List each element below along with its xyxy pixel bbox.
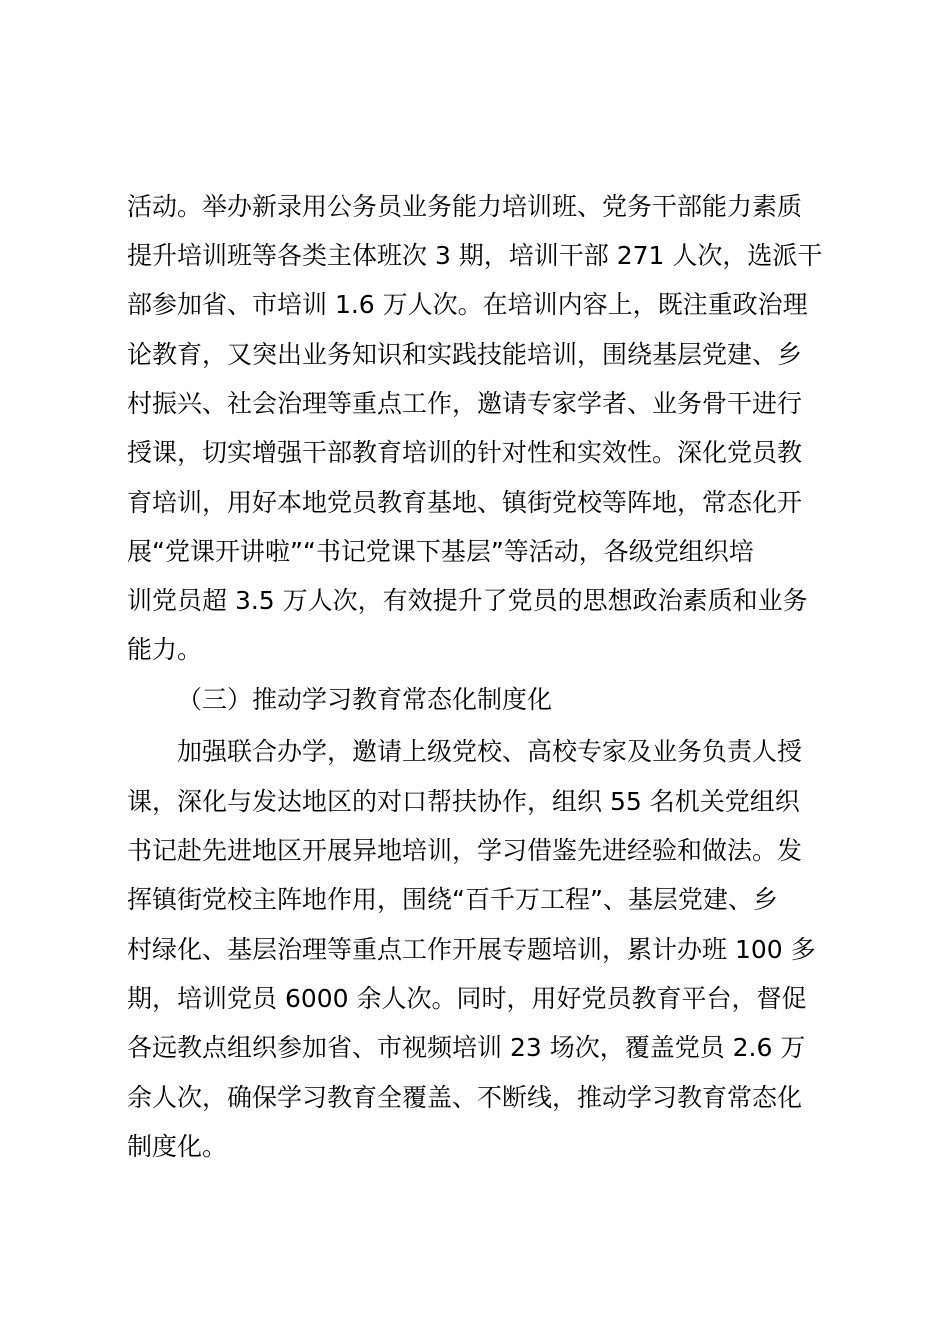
paragraph-1-line-6: 授课，切实增强干部教育培训的针对性和实效性。深化党员教	[127, 438, 803, 467]
paragraph-1-line-3: 部参加省、市培训 1.6 万人次。在培训内容上，既注重政治理	[127, 290, 808, 319]
paragraph-2-line-6: 期，培训党员 6000 余人次。同时，用好党员教育平台，督促	[127, 984, 807, 1013]
paragraph-2-line-4: 挥镇街党校主阵地作用，围绕“百千万工程”、基层党建、乡	[127, 885, 778, 914]
paragraph-2-line-1: 加强联合办学，邀请上级党校、高校专家及业务负责人授	[177, 737, 803, 766]
paragraph-1-line-8: 展“党课开讲啦”“书记党课下基层”等活动，各级党组织培	[127, 537, 754, 566]
paragraph-2-line-9: 制度化。	[127, 1132, 228, 1161]
paragraph-2-line-7: 各远教点组织参加省、市视频培训 23 场次，覆盖党员 2.6 万	[127, 1033, 806, 1062]
paragraph-1-line-9: 训党员超 3.5 万人次，有效提升了党员的思想政治素质和业务	[127, 586, 808, 615]
paragraph-2-line-3: 书记赴先进地区开展异地培训，学习借鉴先进经验和做法。发	[127, 836, 803, 865]
paragraph-1-line-5: 村振兴、社会治理等重点工作，邀请专家学者、业务骨干进行	[127, 389, 803, 418]
paragraph-1-line-10: 能力。	[127, 635, 203, 664]
paragraph-1-line-7: 育培训，用好本地党员教育基地、镇街党校等阵地，常态化开	[127, 488, 803, 517]
paragraph-2-line-2: 课，深化与发达地区的对口帮扶协作，组织 55 名机关党组织	[127, 787, 800, 816]
paragraph-1-line-1: 活动。举办新录用公务员业务能力培训班、党务干部能力素质	[127, 192, 803, 221]
paragraph-1-line-2: 提升培训班等各类主体班次 3 期，培训干部 271 人次，选派干	[127, 241, 823, 270]
paragraph-2-line-5: 村绿化、基层治理等重点工作开展专题培训，累计办班 100 多	[127, 935, 816, 964]
section-heading: （三）推动学习教育常态化制度化	[177, 685, 553, 714]
paragraph-1-line-4: 论教育，又突出业务知识和实践技能培训，围绕基层党建、乡	[127, 340, 803, 369]
paragraph-2-line-8: 余人次，确保学习教育全覆盖、不断线，推动学习教育常态化	[127, 1083, 803, 1112]
